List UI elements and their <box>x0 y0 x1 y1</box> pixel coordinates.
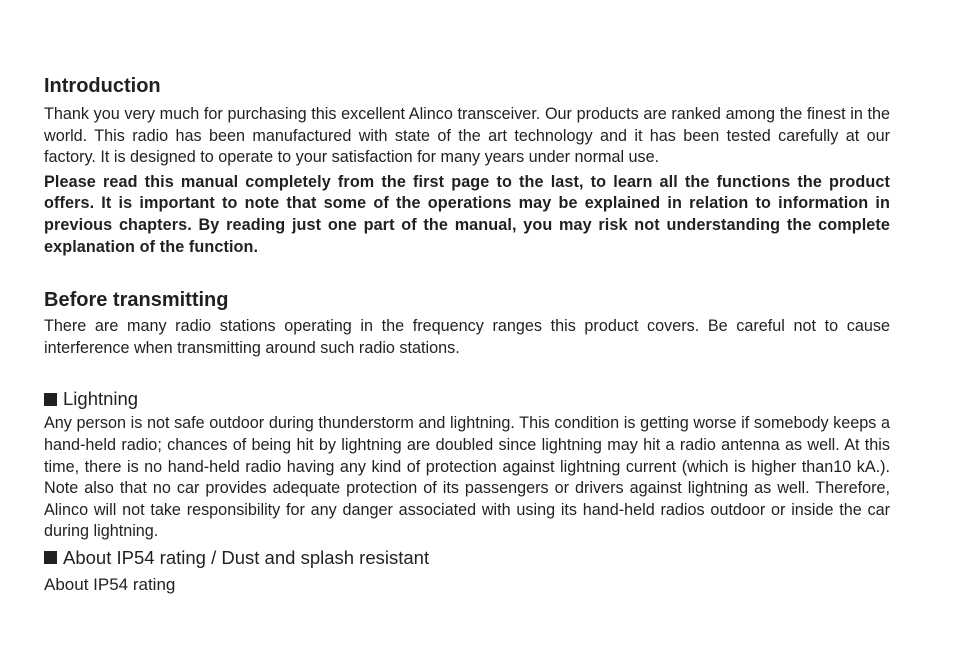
manual-page <box>44 72 890 596</box>
ip54-heading-text: About IP54 rating / Dust and splash resistant <box>63 546 430 568</box>
ip54-heading <box>44 546 890 570</box>
read-manual-notice: Please read this manual completely from the first page to the last, to learn all the functions the product offers. It is important to note that some of the operations may be explained in relation to information in previous chapters. By reading just one part of the manual, you may risk not understanding the complete explanation of the function. <box>44 172 890 256</box>
black-square-icon <box>44 393 57 406</box>
ip54-subheading: About IP54 rating <box>44 574 176 594</box>
introduction-paragraph: Thank you very much for purchasing this excellent Alinco transceiver. Our products are ranked among the finest in the world. This radio has been manufactured with state of the art technology and it has been tested carefully at our factory. It is designed to operate to your satisfaction for many years under normal use. <box>44 105 890 167</box>
before-transmitting-heading: Before transmitting <box>44 289 229 312</box>
lightning-paragraph: Any person is not safe outdoor during thunderstorm and lightning. This condition is getting worse if somebody keeps a hand-held radio; chances of being hit by lightning are doubled since lightning may hit a radio antenna as well. At this time, there is no hand-held radio having any kind of protection against lightning current (which is higher than10 kA.). Note also that no car provides adequate protection of its passengers or drivers against lightning as well. Therefore, Alinco will not take responsibility for any danger associated with using its hand-held radios outdoor or inside the car during lightning. <box>44 414 890 541</box>
lightning-heading <box>44 387 890 411</box>
lightning-heading-text: Lightning <box>63 388 139 410</box>
black-square-icon <box>44 551 57 564</box>
before-transmitting-paragraph: There are many radio stations operating in the frequency ranges this product covers. Be careful not to cause interference when transmitting around such radio stations. <box>44 317 890 357</box>
introduction-heading: Introduction <box>44 75 161 97</box>
